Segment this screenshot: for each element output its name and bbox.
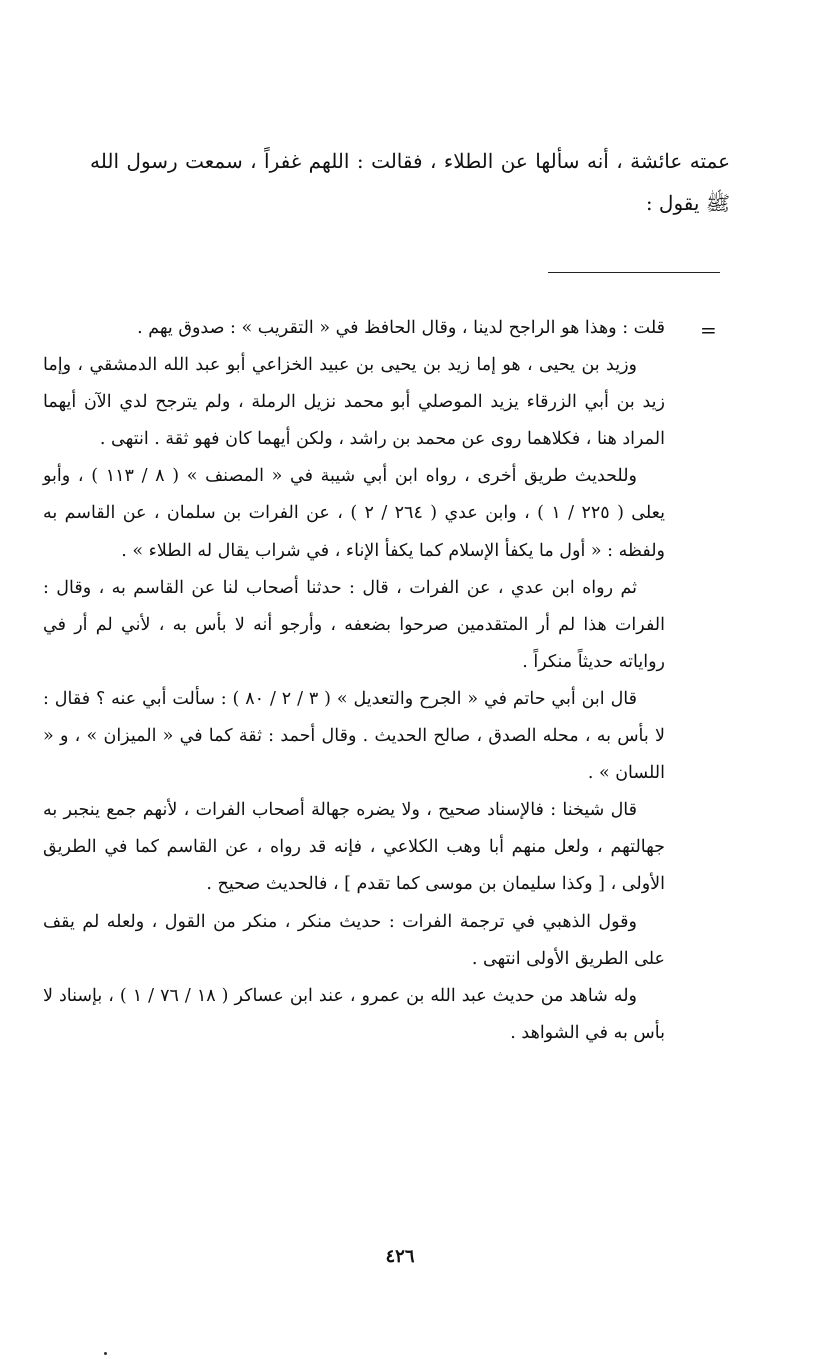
footnote-paragraph: قال شيخنا : فالإسناد صحيح ، ولا يضره جهالة أصحاب الفرات ، لأنهم جمع ينجبر به جهالتهم ، ولعل منهم أبا وهب الكلاعي ، فإنه قد رواه ، عن القاسم كما في الطريق الأولى ، [ وكذا سليمان بن موسى كما تقدم ] ، فالحديث صحيح .	[43, 800, 665, 895]
footnote-paragraph: وقول الذهبي في ترجمة الفرات : حديث منكر ، منكر من القول ، ولعله لم يقف على الطريق الأولى انتهى .	[43, 911, 665, 969]
page-number: ٤٢٦	[385, 1246, 415, 1267]
scan-speck	[104, 1352, 107, 1355]
footnote-paragraph: وزيد بن يحيى ، هو إما زيد بن يحيى بن عبيد الخزاعي أبو عبد الله الدمشقي ، وإما زيد بن أبي الزرقاء يزيد الموصلي أبو محمد نزيل الرملة ، ولم يترجح لدي الآن أيهما المراد هنا ، فكلاهما روى عن محمد بن راشد ، ولكن أيهما كان فهو ثقة . انتهى .	[43, 355, 665, 450]
footnote-paragraph: قال ابن أبي حاتم في « الجرح والتعديل » ( ٣ / ٢ / ٨٠ ) : سألت أبي عنه ؟ فقال : لا بأس به ، محله الصدق ، صالح الحديث . وقال أحمد : ثقة كما في « الميزان » ، و « اللسان » .	[43, 688, 665, 784]
main-text-block	[90, 140, 730, 224]
footnote-paragraph: قلت : وهذا هو الراجح لدينا ، وقال الحافظ في « التقريب » : صدوق يهم .	[137, 318, 665, 338]
footnotes-block	[43, 310, 665, 1052]
footnote-paragraph: ثم رواه ابن عدي ، عن الفرات ، قال : حدثنا أصحاب لنا عن القاسم به ، وقال : الفرات هذا لم أر المتقدمين صرحوا بضعفه ، وأرجو أنه لا بأس به ، لأني لم أر في رواياته حديثاً منكراً .	[43, 577, 665, 672]
main-paragraph: عمته عائشة ، أنه سألها عن الطلاء ، فقالت : اللهم غفراً ، سمعت رسول الله ﷺ يقول :	[90, 149, 730, 215]
footnote-paragraph: وللحديث طريق أخرى ، رواه ابن أبي شيبة في « المصنف » ( ٨ / ١١٣ ) ، وأبو يعلى ( ٢٢٥ / ١ ) ، وابن عدي ( ٢٦٤ / ٢ ) ، عن الفرات بن سلمان ، عن القاسم به ولفظه : « أول ما يكفأ الإسلام كما يكفأ الإناء ، في شراب يقال له الطلاء » .	[43, 466, 665, 561]
footnote-continuation-mark: =	[700, 318, 717, 342]
footnote-separator-line	[548, 272, 720, 273]
footnote-paragraph: وله شاهد من حديث عبد الله بن عمرو ، عند ابن عساكر ( ١٨ / ٧٦ / ١ ) ، بإسناد لا بأس به في الشواهد .	[43, 985, 665, 1043]
